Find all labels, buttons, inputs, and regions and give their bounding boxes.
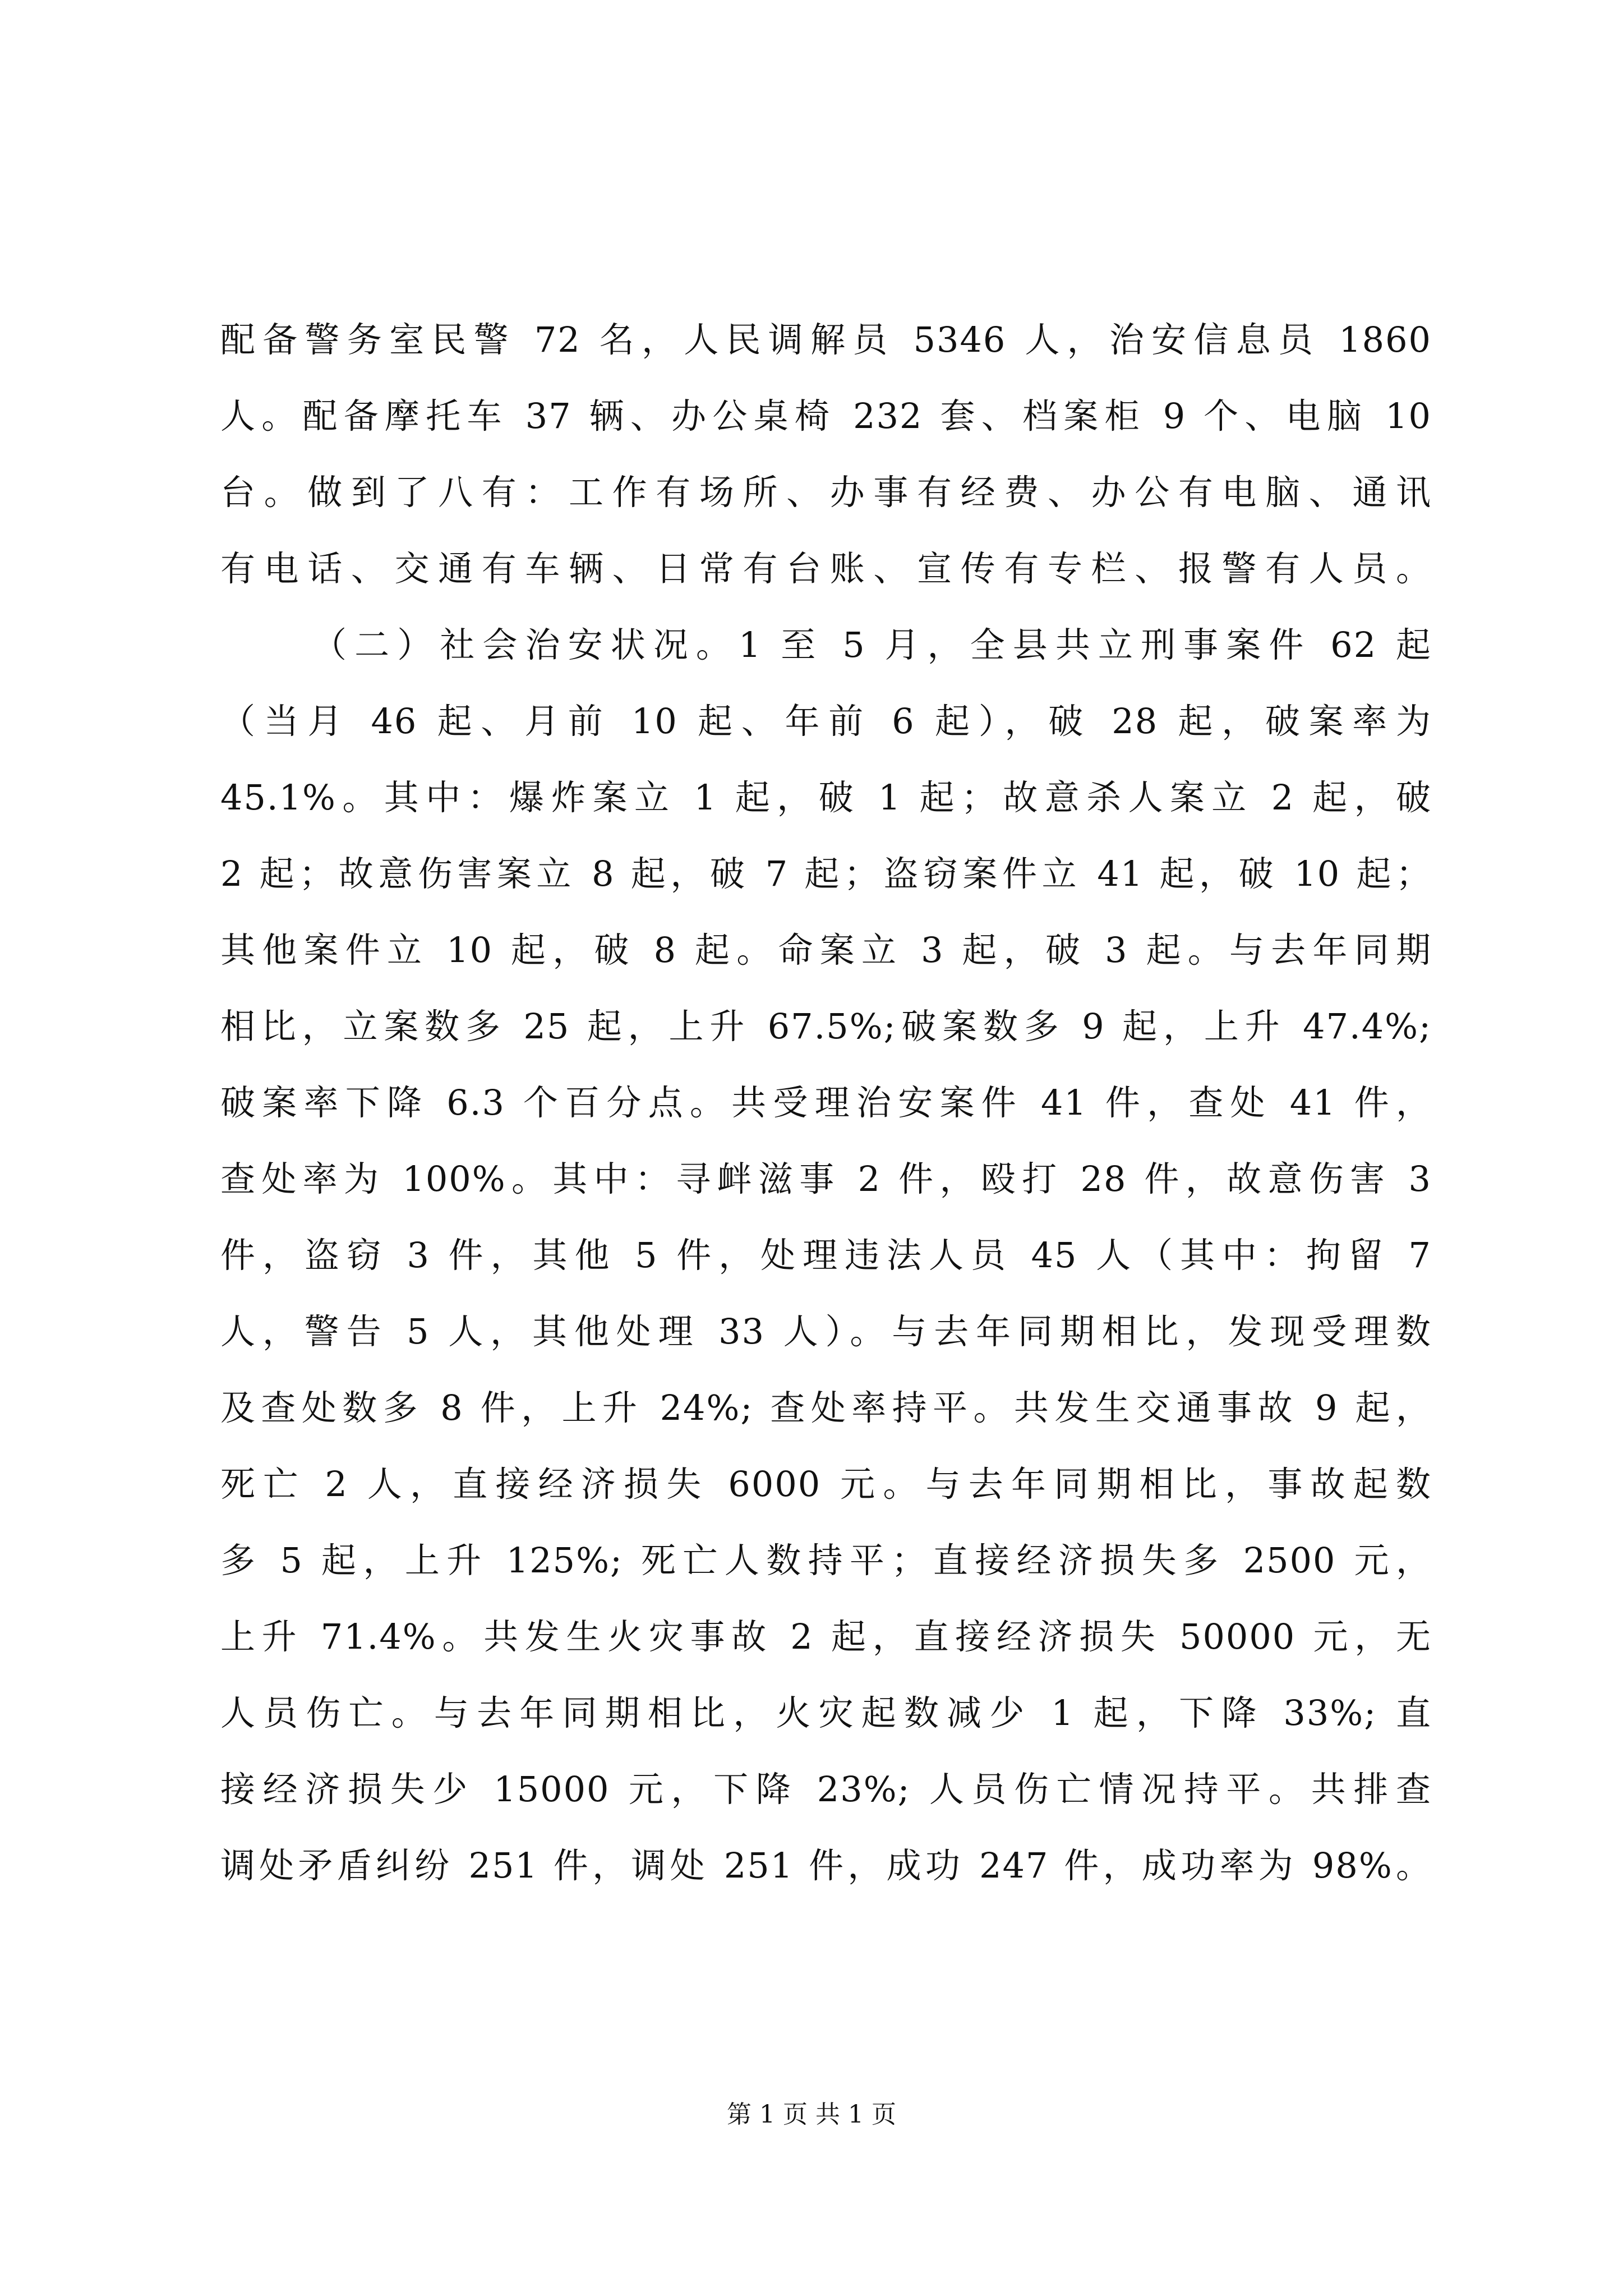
text-line: 人，警告 5 人，其他处理 33 人）。与去年同期相比，发现受理数 (220, 1311, 1432, 1352)
text-line: 死亡 2 人，直接经济损失 6000 元。与去年同期相比，事故起数 (220, 1464, 1432, 1504)
text-line: （当月 46 起、月前 10 起、年前 6 起），破 28 起，破案率为 (220, 701, 1432, 742)
text-line: 破案率下降 6.3 个百分点。共受理治安案件 41 件，查处 41 件， (220, 1082, 1432, 1123)
text-line: 人。配备摩托车 37 辆、办公桌椅 232 套、档案柜 9 个、电脑 10 (220, 395, 1432, 436)
text-line: 人员伤亡。与去年同期相比，火灾起数减少 1 起，下降 33%; 直 (220, 1692, 1432, 1733)
page-footer: 第 1 页 共 1 页 (727, 2100, 896, 2129)
text-line: 调处矛盾纠纷 251 件，调处 251 件，成功 247 件，成功率为 98%。 (220, 1845, 1432, 1886)
text-line: 多 5 起，上升 125%; 死亡人数持平；直接经济损失多 2500 元， (220, 1540, 1432, 1581)
text-line: 查处率为 100%。其中：寻衅滋事 2 件，殴打 28 件，故意伤害 3 (220, 1158, 1432, 1199)
text-line: 2 起；故意伤害案立 8 起，破 7 起；盗窃案件立 41 起，破 10 起； (220, 853, 1432, 894)
text-line: 上升 71.4%。共发生火灾事故 2 起，直接经济损失 50000 元，无 (220, 1616, 1432, 1657)
text-line: 其他案件立 10 起，破 8 起。命案立 3 起，破 3 起。与去年同期 (220, 930, 1432, 970)
text-line: 45.1%。其中：爆炸案立 1 起，破 1 起；故意杀人案立 2 起，破 (220, 777, 1432, 818)
text-line: 相比，立案数多 25 起，上升 67.5%;破案数多 9 起，上升 47.4%; (220, 1006, 1432, 1047)
text-line: 件，盗窃 3 件，其他 5 件，处理违法人员 45 人（其中：拘留 7 (220, 1235, 1432, 1276)
text-line: 有电话、交通有车辆、日常有台账、宣传有专栏、报警有人员。 (220, 548, 1432, 589)
text-line: 及查处数多 8 件，上升 24%; 查处率持平。共发生交通事故 9 起， (220, 1387, 1432, 1428)
text-line: 接经济损失少 15000 元，下降 23%; 人员伤亡情况持平。共排查 (220, 1769, 1432, 1810)
paragraph-heading-line: （二）社会治安状况。1 至 5 月，全县共立刑事案件 62 起 (312, 624, 1432, 665)
text-line: 配备警务室民警 72 名，人民调解员 5346 人，治安信息员 1860 (220, 319, 1432, 360)
text-line: 台。做到了八有：工作有场所、办事有经费、办公有电脑、通讯 (220, 472, 1432, 513)
